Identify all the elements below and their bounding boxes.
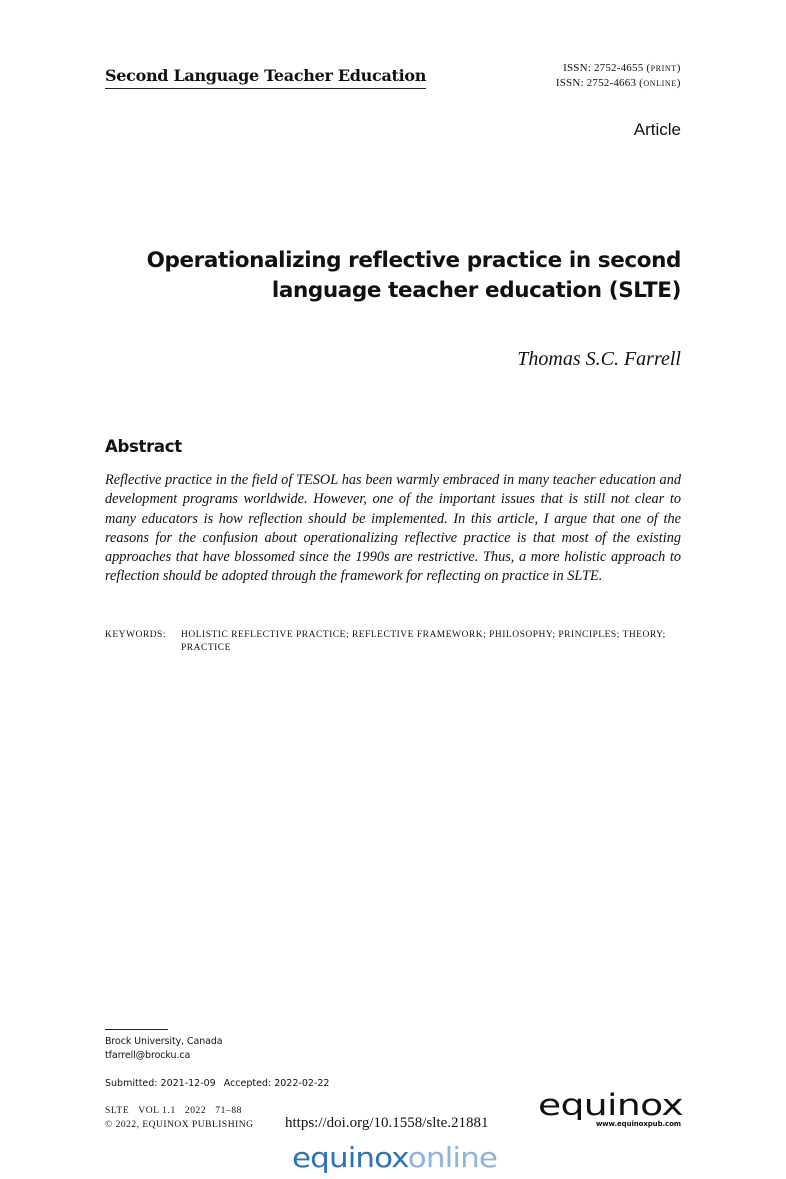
article-type-label: Article [633,120,681,139]
volume: VOL 1.1 [138,1106,176,1116]
keywords-list: HOLISTIC REFLECTIVE PRACTICE; REFLECTIVE FRAMEWORK; PHILOSOPHY; PRINCIPLES; THEORY; PRACTICE [181,630,666,653]
equinoxonline-logo-part-b: online [407,1141,489,1174]
volume-line [105,1106,242,1116]
accepted-date: Accepted: 2022-02-22 [223,1078,330,1089]
submitted-date: Submitted: 2021-12-09 [105,1078,216,1089]
equinox-logo [538,1088,683,1120]
journal-name: Second Language Teacher Education [105,66,426,89]
abstract-heading: Abstract [105,437,182,456]
equinoxonline-logo [292,1140,497,1174]
author-name: Thomas S.C. Farrell [517,348,681,370]
equinox-logo-text: equinox [538,1088,683,1120]
equinoxonline-logo-part-a: equinox [292,1141,397,1174]
author-affiliation: Brock University, Canada [105,1036,223,1047]
doi-link[interactable]: https://doi.org/10.1558/slte.21881 [285,1115,489,1131]
publisher-url: www.equinoxpub.com [595,1120,681,1128]
submission-dates [105,1078,329,1089]
issn-print-kind: (print) [646,62,681,74]
copyright-notice: © 2022, EQUINOX PUBLISHING [105,1120,254,1130]
issn-print-number: ISSN: 2752-4655 [563,62,644,74]
issn-online [556,76,681,90]
year: 2022 [184,1106,207,1116]
article-title: Operationalizing reflective practice in second language teacher education (SLTE) [146,248,681,303]
issn-online-kind: (online) [639,77,681,89]
abstract-text: Reflective practice in the field of TESOL has been warmly embraced in many teacher education and development programs worldwide. However, one of the important issues that is still not clear to many educators is how reflection should be implemented. In this article, I argue that one of the reasons for the confusion about operationalizing reflective practice is that most of the existing approaches that have blossomed since the 1990s are restrictive. Thus, a more holistic approach to reflection should be adopted through the framework for reflecting on practice in SLTE. [105,472,681,585]
page-range: 71–88 [215,1106,243,1116]
footnote-divider [105,1029,168,1030]
journal-abbr: SLTE [105,1106,130,1116]
equinoxonline-logo-text [292,1141,497,1174]
issn-print [563,61,681,75]
author-email-link[interactable]: tfarrell@brocku.ca [105,1050,191,1061]
issn-online-number: ISSN: 2752-4663 [555,77,637,89]
keywords [105,629,681,655]
keywords-label: KEYWORDS: [105,630,166,640]
